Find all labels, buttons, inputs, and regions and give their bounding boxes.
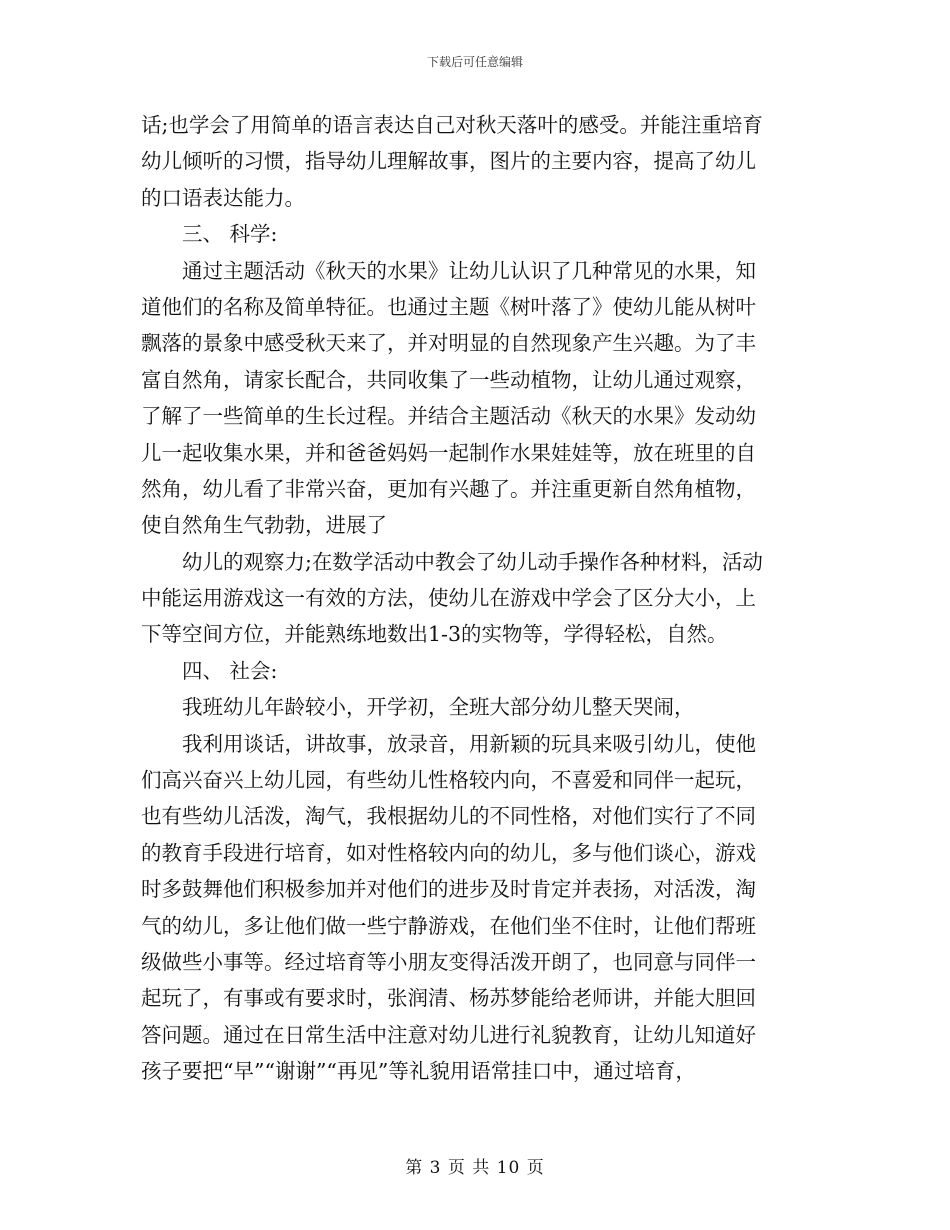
text-line: 飘落的景象中感受秋天来了，并对明显的自然现象产生兴趣。为了丰 xyxy=(141,331,756,356)
text-line: 幼儿的观察力;在数学活动中教会了幼儿动手操作各种材料，活动 xyxy=(182,549,763,574)
page-number: 第 3 页 共 10 页 xyxy=(405,1158,545,1178)
text-line: 起玩了，有事或有要求时，张润清、杨苏梦能给老师讲，并能大胆回 xyxy=(141,986,756,1011)
section-heading-science: 三、 科学: xyxy=(182,222,278,247)
text-line: 们高兴奋兴上幼儿园，有些幼儿性格较内向，不喜爱和同伴一起玩， xyxy=(141,768,756,793)
text-line: 使自然角生气勃勃，进展了 xyxy=(141,513,387,538)
text-line: 我班幼儿年龄较小，开学初，全班大部分幼儿整天哭闹， xyxy=(182,695,695,720)
text-line: 气的幼儿，多让他们做一些宁静游戏，在他们坐不住时，让他们帮班 xyxy=(141,913,756,938)
text-line: 儿一起收集水果，并和爸爸妈妈一起制作水果娃娃等，放在班里的自 xyxy=(141,440,756,465)
text-line: 幼儿倾听的习惯，指导幼儿理解故事，图片的主要内容，提高了幼儿 xyxy=(141,149,756,174)
text-line: 下等空间方位，并能熟练地数出1-3的实物等，学得轻松，自然。 xyxy=(141,622,728,647)
text-line: 话;也学会了用简单的语言表达自己对秋天落叶的感受。并能注重培育 xyxy=(141,113,763,137)
text-line: 时多鼓舞他们积极参加并对他们的进步及时肯定并表扬，对活泼，淘 xyxy=(141,877,756,902)
text-line: 我利用谈话，讲故事，放录音，用新颖的玩具来吸引幼儿，使他 xyxy=(182,731,756,756)
page-header: 下载后可任意编辑 xyxy=(426,55,523,69)
text-line: 富自然角，请家长配合，共同收集了一些动植物，让幼儿通过观察， xyxy=(141,367,756,392)
text-line: 也有些幼儿活泼，淘气，我根据幼儿的不同性格，对他们实行了不同 xyxy=(141,804,756,829)
body-text xyxy=(141,107,821,1090)
text-line: 的教育手段进行培育，如对性格较内向的幼儿，多与他们谈心，游戏 xyxy=(141,840,756,865)
text-line: 然角，幼儿看了非常兴奋，更加有兴趣了。并注重更新自然角植物， xyxy=(141,476,756,501)
text-line: 答问题。通过在日常生活中注意对幼儿进行礼貌教育，让幼儿知道好 xyxy=(141,1022,756,1047)
text-line: 道他们的名称及简单特征。也通过主题《树叶落了》使幼儿能从树叶 xyxy=(141,294,756,319)
text-line: 的口语表达能力。 xyxy=(141,185,305,210)
text-line: 中能运用游戏这一有效的方法，使幼儿在游戏中学会了区分大小，上 xyxy=(141,586,756,611)
text-line: 孩子要把“早”“谢谢”“再见”等礼貌用语常挂口中，通过培育， xyxy=(141,1059,696,1084)
text-line: 级做些小事等。经过培育等小朋友变得活泼开朗了，也同意与同伴一 xyxy=(141,949,756,974)
section-heading-society: 四、 社会: xyxy=(182,658,278,683)
text-line: 了解了一些简单的生长过程。并结合主题活动《秋天的水果》发动幼 xyxy=(141,404,756,429)
text-line: 通过主题活动《秋天的水果》让幼儿认识了几种常见的水果，知 xyxy=(182,258,756,283)
